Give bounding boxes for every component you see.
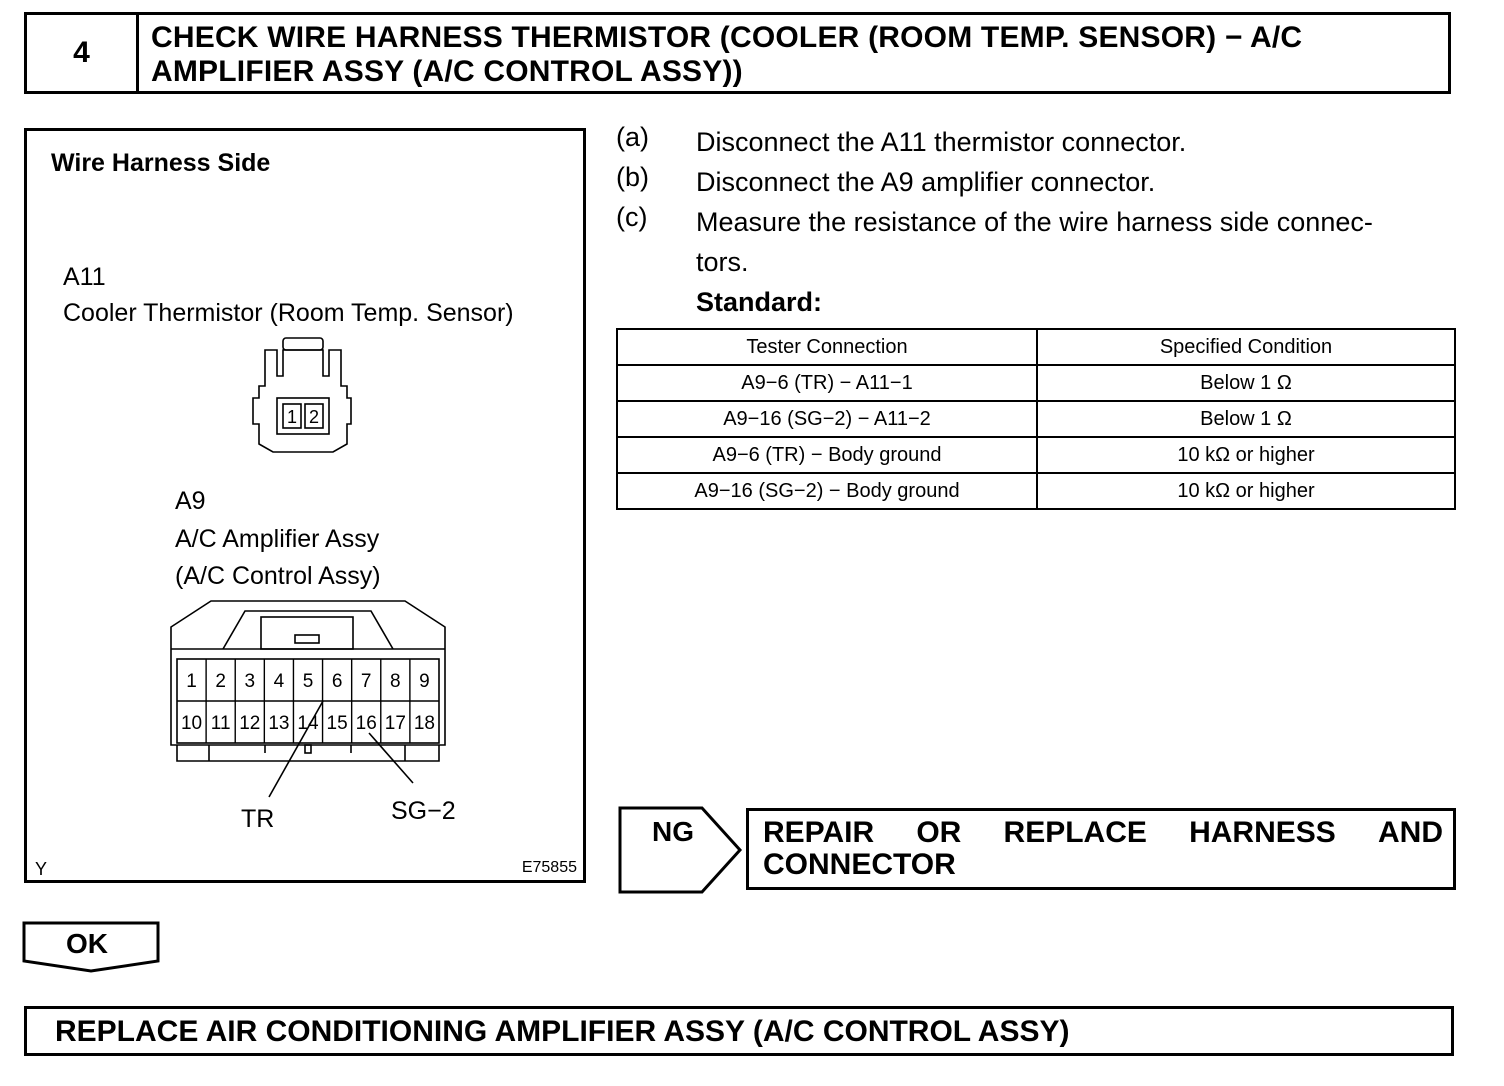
a9-pin-label: 2 <box>215 671 226 692</box>
a9-name-line2: (A/C Control Assy) <box>175 562 381 590</box>
ng-word: HARNESS <box>1189 816 1336 849</box>
step-b-text: Disconnect the A9 amplifier connector. <box>696 167 1156 197</box>
table-header-tester: Tester Connection <box>617 329 1037 365</box>
table-cell-tester: A9−6 (TR) − A11−1 <box>617 365 1037 401</box>
ng-result-line2: CONNECTOR <box>763 848 956 881</box>
figure-code: E75855 <box>521 859 577 876</box>
table-row <box>617 365 1455 401</box>
table-row <box>617 401 1455 437</box>
step-number: 4 <box>27 15 139 91</box>
a9-pin-label: 1 <box>186 671 197 692</box>
table-cell-condition: 10 kΩ or higher <box>1037 437 1455 473</box>
final-action-text: REPLACE AIR CONDITIONING AMPLIFIER ASSY (A/C CONTROL ASSY) <box>55 1015 1070 1048</box>
a11-pin-label-1: 1 <box>286 407 298 427</box>
table-cell-condition: Below 1 Ω <box>1037 401 1455 437</box>
a9-pin-label: 8 <box>390 671 401 692</box>
tr-label: TR <box>241 805 275 833</box>
table-cell-condition: 10 kΩ or higher <box>1037 473 1455 509</box>
a11-connector-drawing <box>249 336 355 456</box>
ng-result-box <box>746 808 1456 890</box>
step-c-letter: (c) <box>616 202 648 232</box>
step-c-text-line2: tors. <box>696 247 749 277</box>
ng-word: REPAIR <box>763 816 875 849</box>
a9-pin-label: 5 <box>302 671 314 692</box>
ok-label: OK <box>66 928 108 959</box>
a9-pin-label: 15 <box>326 713 348 734</box>
sg2-leader-line <box>369 733 413 783</box>
step-header <box>24 12 1451 94</box>
table-cell-tester: A9−6 (TR) − Body ground <box>617 437 1037 473</box>
a9-name-line1: A/C Amplifier Assy <box>175 525 380 553</box>
a9-pin-label: 7 <box>360 671 372 692</box>
figure-title: Wire Harness Side <box>51 149 271 177</box>
a11-pin-label-2: 2 <box>308 407 320 427</box>
figure-corner-mark: Y <box>35 859 48 879</box>
step-b-letter: (b) <box>616 162 649 192</box>
a9-pin-label: 17 <box>384 713 406 734</box>
a11-latch <box>283 338 323 350</box>
step-a-text: Disconnect the A11 thermistor connector. <box>696 127 1187 157</box>
a9-pin-label: 16 <box>355 713 377 734</box>
a9-pin-label: 3 <box>244 671 256 692</box>
a9-pin-label: 11 <box>210 713 231 734</box>
ng-word: AND <box>1378 816 1443 849</box>
a9-pin-label: 6 <box>331 671 343 692</box>
final-action-box <box>24 1006 1454 1056</box>
a11-code: A11 <box>63 263 106 291</box>
a9-pin-label: 4 <box>273 671 285 692</box>
a9-pin-label: 9 <box>419 671 430 692</box>
wiring-figure <box>24 128 586 883</box>
step-title: CHECK WIRE HARNESS THERMISTOR (COOLER (ROOM TEMP. SENSOR) − A/C AMPLIFIER ASSY (A/C CONTROL ASSY)) <box>151 21 1303 88</box>
a9-pin-label: 10 <box>180 713 203 734</box>
a11-name: Cooler Thermistor (Room Temp. Sensor) <box>63 299 514 327</box>
a9-pin-label: 12 <box>239 713 261 734</box>
standard-label: Standard: <box>696 287 823 317</box>
spec-table <box>616 328 1456 510</box>
step-a-letter: (a) <box>616 122 649 152</box>
table-cell-tester: A9−16 (SG−2) − A11−2 <box>617 401 1037 437</box>
ng-result-text <box>763 817 1443 881</box>
table-cell-condition: Below 1 Ω <box>1037 365 1455 401</box>
table-row <box>617 437 1455 473</box>
table-row <box>617 473 1455 509</box>
step-c-text-line1: Measure the resistance of the wire harness side connec- <box>696 207 1373 237</box>
table-header-row <box>617 329 1455 365</box>
ng-result-line1 <box>763 817 1443 849</box>
table-cell-tester: A9−16 (SG−2) − Body ground <box>617 473 1037 509</box>
ng-label: NG <box>652 816 694 847</box>
a9-latch <box>261 617 353 649</box>
sg2-label: SG−2 <box>391 797 456 825</box>
ng-word: OR <box>916 816 962 849</box>
table-header-condition: Specified Condition <box>1037 329 1455 365</box>
a11-housing <box>253 350 351 452</box>
a9-pin-label: 14 <box>297 713 319 734</box>
a9-pin-label: 18 <box>413 713 436 734</box>
a9-pin-label: 13 <box>268 713 290 734</box>
a9-code: A9 <box>175 487 206 515</box>
ng-word: REPLACE <box>1003 816 1147 849</box>
